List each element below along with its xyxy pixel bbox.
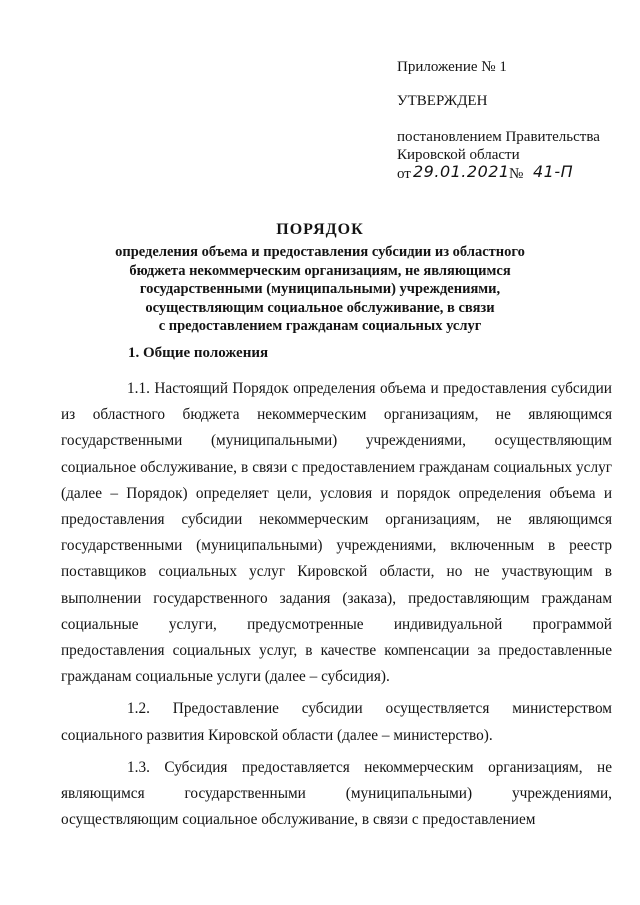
approved-label: УТВЕРЖДЕН	[397, 93, 488, 109]
handwritten-date: 29.01.2021	[413, 162, 510, 181]
section-heading: 1. Общие положения	[128, 345, 269, 361]
paragraph: 1.3. Субсидия предоставляется некоммерческим организациям, не являющимся государственными (муниципальными) учреждениями, осуществляющим социальное обслуживание, в связи с предоставлением	[61, 758, 612, 829]
subtitle-line: государственными (муниципальными) учреждениями,	[139, 281, 501, 297]
subtitle-line: осуществляющим социальное обслуживание, в связи	[145, 299, 495, 316]
document-subtitle	[110, 243, 530, 336]
document-title-block	[110, 219, 530, 336]
paragraph: 1.1. Настоящий Порядок определения объема и предоставления субсидии из областного бюджета некоммерческим организациям, не являющимся государственными (муниципальными) учреждениями, осуществляющим социальное обслуживание, в связи с предоставлением гражданам социальных услуг (далее – Порядок) определяет цели, условия и порядок определения объема и предоставления субсидии некоммерческим организациям, не являющимся государственными (муниципальными) учреждениями, включенным в реестр поставщиков социальных услуг Кировской области, но не участвующим в выполнении государственного задания (заказа), предоставляющим гражданам социальные услуги, предусмотренные индивидуальной программой предоставления социальных услуг, в качестве компенсации за предоставленные гражданам социальные услуги (далее – субсидия).	[61, 380, 612, 686]
date-number-line	[397, 162, 574, 183]
handwritten-number: 41-П	[533, 162, 574, 181]
number-label: №	[509, 166, 524, 182]
decree-line: Кировской области	[397, 147, 520, 163]
subtitle-line: с предоставлением гражданам социальных услуг	[158, 318, 482, 334]
decree-text	[397, 128, 627, 164]
document-body	[61, 376, 612, 839]
decree-line: постановлением Правительства	[397, 129, 600, 145]
date-prefix: от	[397, 166, 411, 182]
document-title: ПОРЯДОК	[276, 221, 364, 238]
appendix-label: Приложение № 1	[397, 59, 507, 75]
subtitle-line: бюджета некоммерческим организациям, не являющимся	[129, 262, 511, 279]
subtitle-line: определения объема и предоставления субсидии из областного	[115, 244, 525, 260]
paragraph: 1.2. Предоставление субсидии осуществляется министерством социального развития Кировской области (далее – министерство).	[61, 700, 612, 744]
